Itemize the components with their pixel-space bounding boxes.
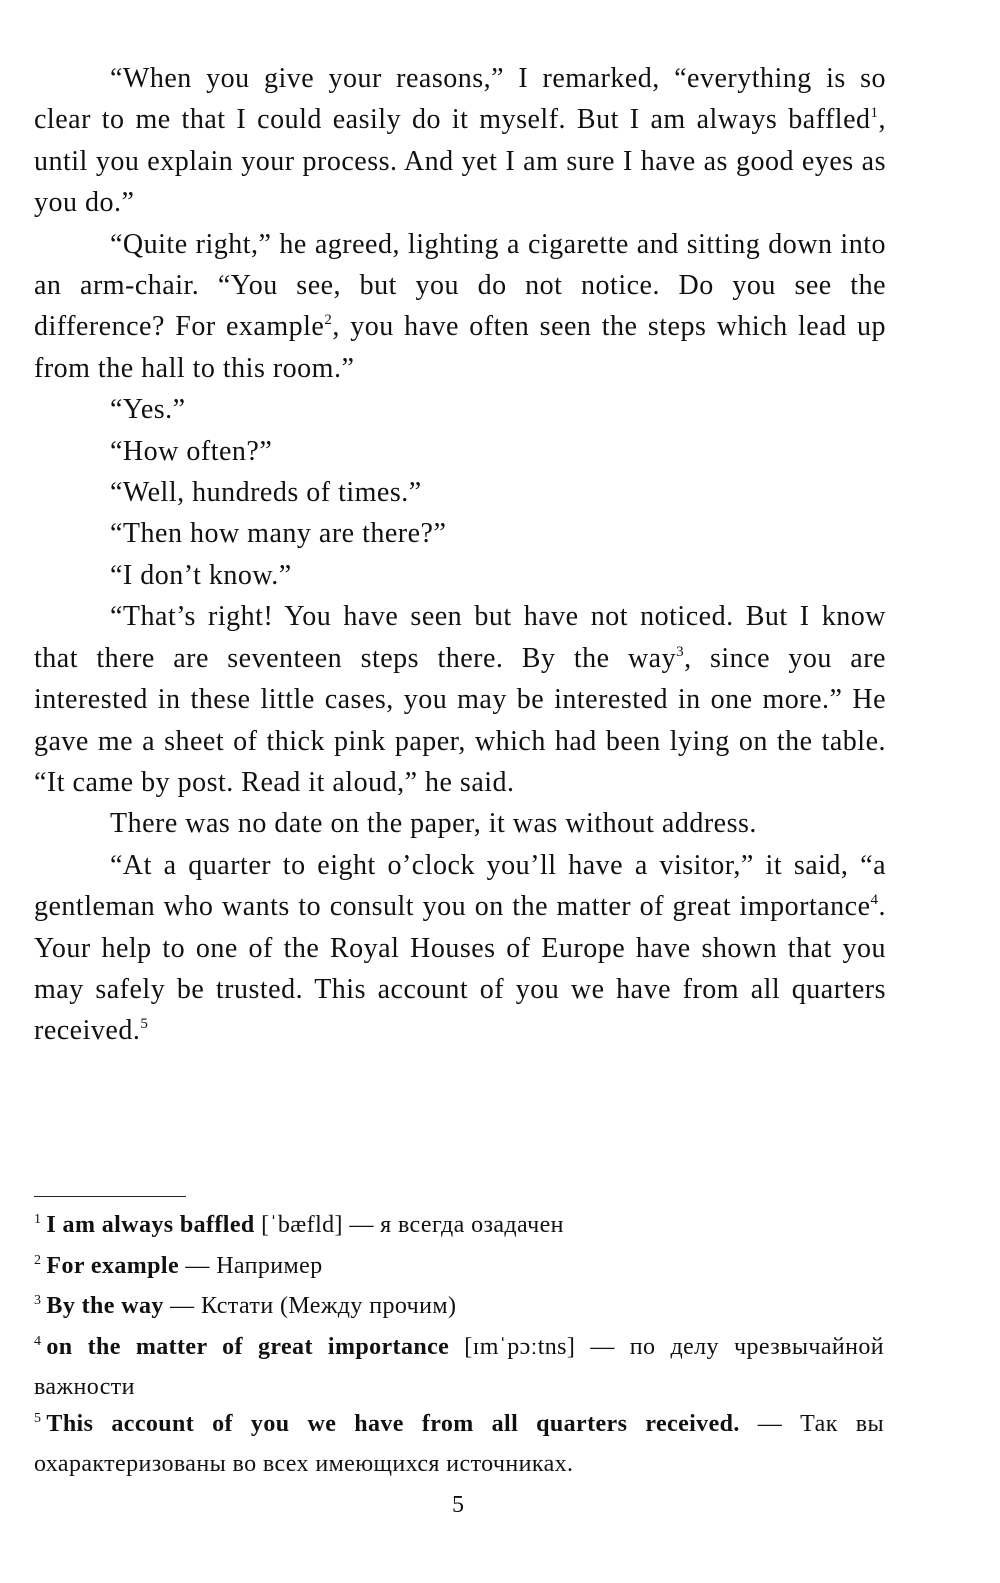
footnote-number: 5 [34, 1410, 42, 1426]
paragraph: “That’s right! You have seen but have not noticed. But I know that there are seventeen steps there. By the way$^3$, since you are interested in these little cases, you may be interested in one more.” He gave me a sheet of thick pink paper, which had been lying on the table. “It came by post. Read it aloud,” he said. [34, 601, 886, 798]
footnote-term: I am always baffled [46, 1212, 255, 1238]
footnote-ref: 5 [140, 1016, 149, 1033]
footnote [34, 1207, 884, 1248]
footnote-term: For example [46, 1252, 179, 1279]
footnote-gloss: [ˈbæfld] — я всегда озадачен [254, 1212, 564, 1238]
paragraph: There was no date on the paper, it was without address. [110, 808, 757, 840]
footnote-number: 1 [34, 1212, 42, 1227]
footnote-ref: 3 [676, 643, 685, 660]
footnote-term: This account of you we have from all quarters received. [46, 1410, 740, 1437]
footnote-gloss: [ɪmˈpɔːtns] — по делу чрезвычайной важности [34, 1333, 884, 1400]
footnote [34, 1288, 884, 1329]
footnotes [34, 1207, 884, 1483]
footnote-gloss: — Кстати (Между прочим) [163, 1293, 457, 1319]
footnote-gloss: — Так вы охарактеризованы во всех имеющихся источниках. [34, 1410, 885, 1477]
footnote-term: on the matter of great importance [46, 1333, 450, 1360]
paragraph: “Then how many are there?” [110, 518, 447, 550]
main-text [34, 58, 886, 1052]
footnote-ref: 4 [870, 892, 879, 909]
footnote [34, 1406, 884, 1483]
footnote-term: By the way [46, 1293, 164, 1319]
paragraph: “How often?” [110, 435, 273, 467]
paragraph: “Well, hundreds of times.” [110, 477, 422, 509]
footnote-ref: 2 [324, 312, 333, 329]
footnote-number: 4 [34, 1333, 42, 1349]
paragraph: “Yes.” [110, 394, 186, 426]
footnote [34, 1329, 884, 1406]
paragraph: “When you give your reasons,” I remarked, “everything is so clear to me that I could easily do it myself. But I am always baffled$^1$, until you explain your process. And yet I am sure I have as good eyes as you do.” [34, 63, 886, 219]
footnote-number: 3 [34, 1293, 42, 1308]
page-number: 5 [452, 1492, 464, 1518]
footnote-gloss: — Например [179, 1252, 323, 1279]
footnote-number: 2 [34, 1252, 42, 1268]
footnote-ref: 1 [870, 105, 879, 122]
paragraph: “Quite right,” he agreed, lighting a cigarette and sitting down into an arm-chair. “You see, but you do not notice. Do you see the difference? For example$^2$, you have often seen the steps which lead up from the hall to this room.” [34, 228, 886, 384]
footnote [34, 1248, 884, 1289]
paragraph: “I don’t know.” [110, 559, 292, 591]
footnote-divider [34, 1196, 186, 1197]
paragraph: “At a quarter to eight o’clock you’ll have a visitor,” it said, “a gentleman who wants to consult you on the matter of great importance$^4$. Your help to one of the Royal Houses of Europe have shown that you may safely be trusted. This account of you we have from all quarters received.$^5$ [34, 849, 886, 1047]
